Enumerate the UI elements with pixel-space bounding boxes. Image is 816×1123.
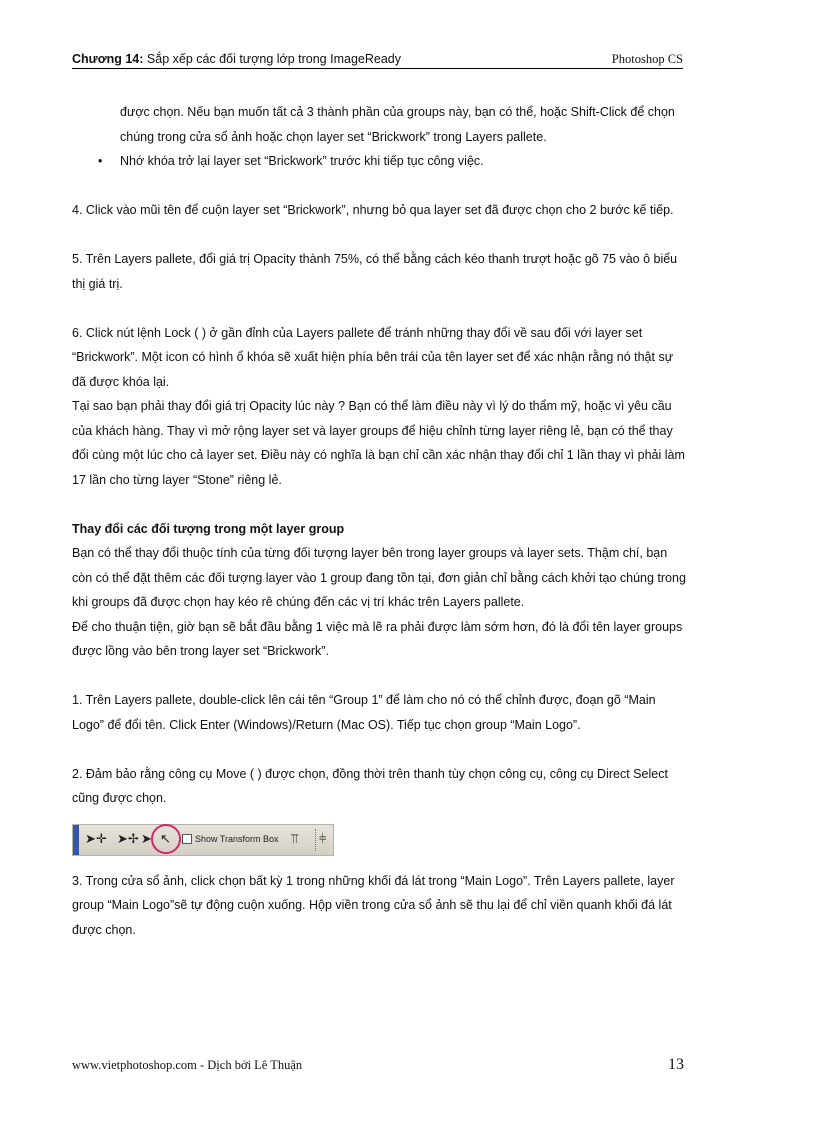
step-6: 6. Click nút lệnh Lock ( ) ở gần đỉnh của Layers pallete để tránh những thay đổi về sau đối với layer set “Brickwork”. Một icon có hình ổ khóa sẽ xuất hiện phía bên trái của tên layer set để xác nhận rằng nó thật sự đã được khóa lại. [72, 325, 674, 389]
section-paragraph-1: Bạn có thể thay đổi thuộc tính của từng đối tượng layer bên trong layer groups và layer sets. Thậm chí, bạn còn có thể đặt thêm các đối tượng layer vào 1 group đang tồn tại, đơn giản chỉ bằng cách khởi tạo chúng trong khi groups đã được chọn hay kéo rê chúng đến các vị trí khác trên Layers pallete. [72, 546, 686, 609]
chapter-heading [72, 52, 401, 67]
app-name: Photoshop CS [611, 52, 683, 66]
step-4: 4. Click vào mũi tên để cuộn layer set “Brickwork”, nhưng bỏ qua layer set đã được chọn cho 2 bước kế tiếp. [72, 203, 674, 217]
move-add-tool-icon: ➤✢ [117, 830, 139, 846]
bullet-item [72, 149, 688, 174]
show-transform-label: Show Transform Box [195, 833, 279, 844]
bullet-text: Nhớ khóa trở lại layer set “Brickwork” trước khi tiếp tục công việc. [120, 154, 484, 168]
tool-options-bar-screenshot [72, 824, 334, 856]
page-content [72, 100, 688, 942]
toolbar-divider [315, 829, 316, 851]
step-3: 3. Trong cửa sổ ảnh, click chọn bất kỳ 1 trong những khối đá lát trong “Main Logo”. Trên Layers pallete, layer group “Main Logo”sẽ tự động cuộn xuống. Hộp viền trong cửa sổ ảnh sẽ thu lại để chỉ viền quanh khối đá lát được chọn. [72, 873, 675, 937]
move-tool-icon: ➤✛ [85, 830, 107, 846]
chapter-label: Chương 14: [72, 52, 144, 66]
page-number: 13 [668, 1056, 684, 1073]
show-transform-checkbox [182, 834, 192, 844]
section-paragraph-2: Để cho thuận tiện, giờ bạn sẽ bắt đầu bằng 1 việc mà lẽ ra phải được làm sớm hơn, đó là đổi tên layer groups được lồng vào bên trong layer set “Brickwork”. [72, 619, 683, 658]
why-paragraph: Tại sao bạn phải thay đổi giá trị Opacity lúc này ? Bạn có thể làm điều này vì lý do thẩm mỹ, hoặc vì yêu cầu của khách hàng. Thay vì mở rộng layer set và layer groups để hiệu chỉnh từng layer riêng lẻ, bạn có thể thay đổi cùng một lúc cho cả layer set. Điều này có nghĩa là bạn chỉ cần xác nhận thay đổi chỉ 1 lần thay vì phải làm 17 lần cho từng layer “Stone” riêng lẻ. [72, 399, 685, 487]
toolbar-grip [73, 825, 79, 855]
footer-credit: www.vietphotoshop.com - Dịch bởi Lê Thuận [72, 1058, 303, 1072]
page-header [72, 52, 683, 69]
step-2: 2. Đảm bảo rằng công cụ Move ( ) được chọn, đồng thời trên thanh tùy chọn công cụ, công cụ Direct Select cũng được chọn. [72, 766, 668, 805]
align-middle-icon: ⫩ [319, 830, 327, 846]
chapter-title: Sắp xếp các đối tượng lớp trong ImageReady [146, 52, 401, 66]
step-1: 1. Trên Layers pallete, double-click lên cái tên “Group 1” để làm cho nó có thể chỉnh được, đoạn gõ “Main Logo” để đổi tên. Click Enter (Windows)/Return (Mac OS). Tiếp tục chọn group “Main Logo”. [72, 693, 656, 732]
select-tool-icon: ➤ [141, 830, 152, 846]
align-top-icon: ⫪ [291, 830, 299, 846]
direct-select-tool-icon: ↖ [160, 830, 171, 846]
continued-paragraph: được chọn. Nếu bạn muốn tất cả 3 thành phần của groups này, bạn có thể, hoặc Shift-Click để chọn chúng trong cửa sổ ảnh hoặc chọn layer set “Brickwork” trong Layers pallete. [120, 105, 675, 144]
bullet-marker: • [98, 154, 103, 168]
step-5: 5. Trên Layers pallete, đổi giá trị Opacity thành 75%, có thể bằng cách kéo thanh trượt hoặc gõ 75 vào ô biểu thị giá trị. [72, 252, 678, 291]
section-heading: Thay đổi các đối tượng trong một layer group [72, 521, 345, 536]
